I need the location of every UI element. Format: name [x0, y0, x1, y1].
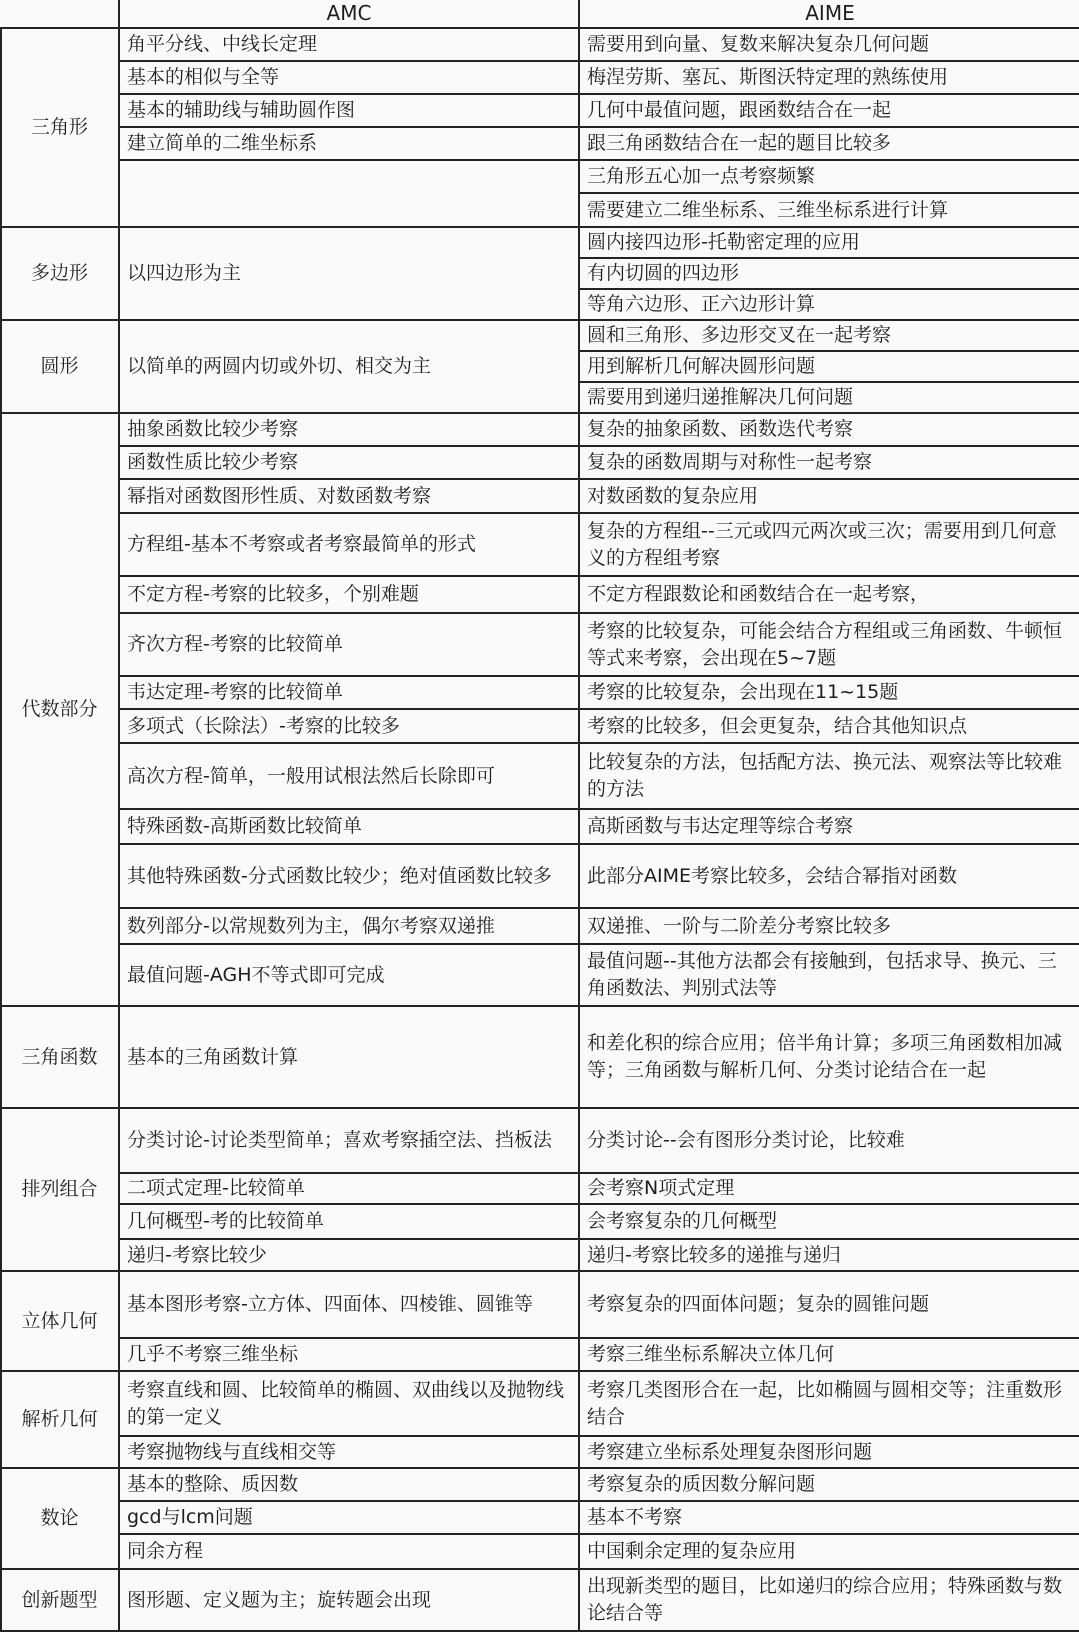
amc-cell: 以简单的两圆内切或外切、相交为主	[119, 320, 579, 413]
amc-cell: 考察直线和圆、比较简单的椭圆、双曲线以及抛物线的第一定义	[119, 1371, 579, 1436]
amc-cell: 特殊函数-高斯函数比较简单	[119, 809, 579, 844]
amc-cell: 多项式（长除法）-考察的比较多	[119, 709, 579, 743]
aime-cell: 和差化积的综合应用；倍半角计算；多项三角函数相加减等；三角函数与解析几何、分类讨论结合在一起	[579, 1006, 1079, 1108]
table-row	[1, 1204, 1079, 1239]
table-row	[1, 908, 1079, 944]
aime-cell: 此部分AIME考察比较多，会结合幂指对函数	[579, 844, 1079, 908]
table-row	[1, 1173, 1079, 1204]
table-row	[1, 320, 1079, 351]
category-cell: 三角函数	[1, 1006, 119, 1108]
amc-cell: 韦达定理-考察的比较简单	[119, 676, 579, 709]
aime-cell: 考察复杂的四面体问题；复杂的圆锥问题	[579, 1271, 1079, 1338]
table-row	[1, 809, 1079, 844]
header-cell-category	[1, 0, 119, 28]
table-row	[1, 1371, 1079, 1436]
category-cell: 创新题型	[1, 1569, 119, 1631]
amc-cell: 考察抛物线与直线相交等	[119, 1436, 579, 1468]
table-row	[1, 1436, 1079, 1468]
amc-cell: 幂指对函数图形性质、对数函数考察	[119, 479, 579, 513]
table-row	[1, 1271, 1079, 1338]
aime-cell: 需要用到向量、复数来解决复杂几何问题	[579, 28, 1079, 61]
aime-cell: 考察几类图形合在一起，比如椭圆与圆相交等；注重数形结合	[579, 1371, 1079, 1436]
aime-cell: 几何中最值问题，跟函数结合在一起	[579, 94, 1079, 127]
amc-cell: 角平分线、中线长定理	[119, 28, 579, 61]
aime-cell: 双递推、一阶与二阶差分考察比较多	[579, 908, 1079, 944]
aime-cell: 梅涅劳斯、塞瓦、斯图沃特定理的熟练使用	[579, 61, 1079, 94]
table-row	[1, 1239, 1079, 1271]
table-row	[1, 160, 1079, 193]
category-cell: 圆形	[1, 320, 119, 413]
amc-cell: 基本的相似与全等	[119, 61, 579, 94]
table-row	[1, 1338, 1079, 1371]
aime-cell: 复杂的方程组--三元或四元两次或三次；需要用到几何意义的方程组考察	[579, 513, 1079, 576]
header-cell-amc: AMC	[119, 0, 579, 28]
amc-cell: 几何概型-考的比较简单	[119, 1204, 579, 1239]
table-row	[1, 94, 1079, 127]
category-cell: 数论	[1, 1468, 119, 1569]
aime-cell: 跟三角函数结合在一起的题目比较多	[579, 127, 1079, 160]
aime-cell: 出现新类型的题目，比如递归的综合应用；特殊函数与数论结合等	[579, 1569, 1079, 1631]
amc-cell: 以四边形为主	[119, 227, 579, 320]
aime-cell: 中国剩余定理的复杂应用	[579, 1534, 1079, 1569]
category-cell: 解析几何	[1, 1371, 119, 1468]
aime-cell: 需要用到递归递推解决几何问题	[579, 382, 1079, 413]
amc-cell: 基本的整除、质因数	[119, 1468, 579, 1501]
header-cell-aime: AIME	[579, 0, 1079, 28]
aime-cell: 三角形五心加一点考察频繁	[579, 160, 1079, 193]
amc-cell: 二项式定理-比较简单	[119, 1173, 579, 1204]
amc-cell-empty	[119, 160, 579, 227]
category-cell: 多边形	[1, 227, 119, 320]
aime-cell: 最值问题--其他方法都会有接触到，包括求导、换元、三角函数法、判别式法等	[579, 944, 1079, 1006]
aime-cell: 考察复杂的质因数分解问题	[579, 1468, 1079, 1501]
amc-cell: 几乎不考察三维坐标	[119, 1338, 579, 1371]
amc-cell: 抽象函数比较少考察	[119, 413, 579, 446]
amc-cell: 数列部分-以常规数列为主，偶尔考察双递推	[119, 908, 579, 944]
table-row	[1, 676, 1079, 709]
table-row	[1, 743, 1079, 809]
aime-cell: 会考察复杂的几何概型	[579, 1204, 1079, 1239]
amc-cell: 基本的三角函数计算	[119, 1006, 579, 1108]
aime-cell: 考察建立坐标系处理复杂图形问题	[579, 1436, 1079, 1468]
category-cell: 代数部分	[1, 413, 119, 1006]
table-row	[1, 944, 1079, 1006]
aime-cell: 复杂的函数周期与对称性一起考察	[579, 446, 1079, 479]
table-row	[1, 709, 1079, 743]
table-row	[1, 576, 1079, 613]
table-row	[1, 1006, 1079, 1108]
amc-cell: 方程组-基本不考察或者考察最简单的形式	[119, 513, 579, 576]
aime-cell: 等角六边形、正六边形计算	[579, 289, 1079, 320]
table-row	[1, 844, 1079, 908]
aime-cell: 不定方程跟数论和函数结合在一起考察，	[579, 576, 1079, 613]
header-row	[1, 0, 1079, 28]
category-cell: 三角形	[1, 28, 119, 227]
category-cell: 排列组合	[1, 1108, 119, 1271]
amc-cell: 最值问题-AGH不等式即可完成	[119, 944, 579, 1006]
aime-cell: 考察的比较复杂，可能会结合方程组或三角函数、牛顿恒等式来考察，会出现在5~7题	[579, 613, 1079, 676]
table-row	[1, 613, 1079, 676]
table-row	[1, 413, 1079, 446]
aime-cell: 考察三维坐标系解决立体几何	[579, 1338, 1079, 1371]
category-cell: 立体几何	[1, 1271, 119, 1371]
amc-cell: 基本图形考察-立方体、四面体、四棱锥、圆锥等	[119, 1271, 579, 1338]
aime-cell: 有内切圆的四边形	[579, 258, 1079, 289]
table-row	[1, 446, 1079, 479]
table-row	[1, 1534, 1079, 1569]
amc-cell: 递归-考察比较少	[119, 1239, 579, 1271]
table-row	[1, 1468, 1079, 1501]
amc-cell: 建立简单的二维坐标系	[119, 127, 579, 160]
aime-cell: 对数函数的复杂应用	[579, 479, 1079, 513]
amc-cell: 同余方程	[119, 1534, 579, 1569]
aime-cell: 用到解析几何解决圆形问题	[579, 351, 1079, 382]
amc-cell: 分类讨论-讨论类型简单；喜欢考察插空法、挡板法	[119, 1108, 579, 1173]
aime-cell: 基本不考察	[579, 1501, 1079, 1534]
table-row	[1, 479, 1079, 513]
amc-cell: 图形题、定义题为主；旋转题会出现	[119, 1569, 579, 1631]
aime-cell: 复杂的抽象函数、函数迭代考察	[579, 413, 1079, 446]
table-row	[1, 1501, 1079, 1534]
aime-cell: 递归-考察比较多的递推与递归	[579, 1239, 1079, 1271]
table-row	[1, 127, 1079, 160]
aime-cell: 比较复杂的方法，包括配方法、换元法、观察法等比较难的方法	[579, 743, 1079, 809]
amc-cell: 齐次方程-考察的比较简单	[119, 613, 579, 676]
amc-cell: 不定方程-考察的比较多，个别难题	[119, 576, 579, 613]
aime-cell: 圆和三角形、多边形交叉在一起考察	[579, 320, 1079, 351]
table-row	[1, 227, 1079, 258]
table-row	[1, 1569, 1079, 1631]
table-row	[1, 28, 1079, 61]
aime-cell: 会考察N项式定理	[579, 1173, 1079, 1204]
table-row	[1, 1108, 1079, 1173]
amc-cell: 函数性质比较少考察	[119, 446, 579, 479]
amc-cell: 高次方程-简单，一般用试根法然后长除即可	[119, 743, 579, 809]
aime-cell: 圆内接四边形-托勒密定理的应用	[579, 227, 1079, 258]
aime-cell: 考察的比较复杂，会出现在11~15题	[579, 676, 1079, 709]
amc-cell: gcd与lcm问题	[119, 1501, 579, 1534]
table-row	[1, 61, 1079, 94]
aime-cell: 高斯函数与韦达定理等综合考察	[579, 809, 1079, 844]
table-row	[1, 513, 1079, 576]
aime-cell: 需要建立二维坐标系、三维坐标系进行计算	[579, 193, 1079, 227]
amc-cell: 其他特殊函数-分式函数比较少；绝对值函数比较多	[119, 844, 579, 908]
amc-cell: 基本的辅助线与辅助圆作图	[119, 94, 579, 127]
aime-cell: 考察的比较多，但会更复杂，结合其他知识点	[579, 709, 1079, 743]
aime-cell: 分类讨论--会有图形分类讨论，比较难	[579, 1108, 1079, 1173]
